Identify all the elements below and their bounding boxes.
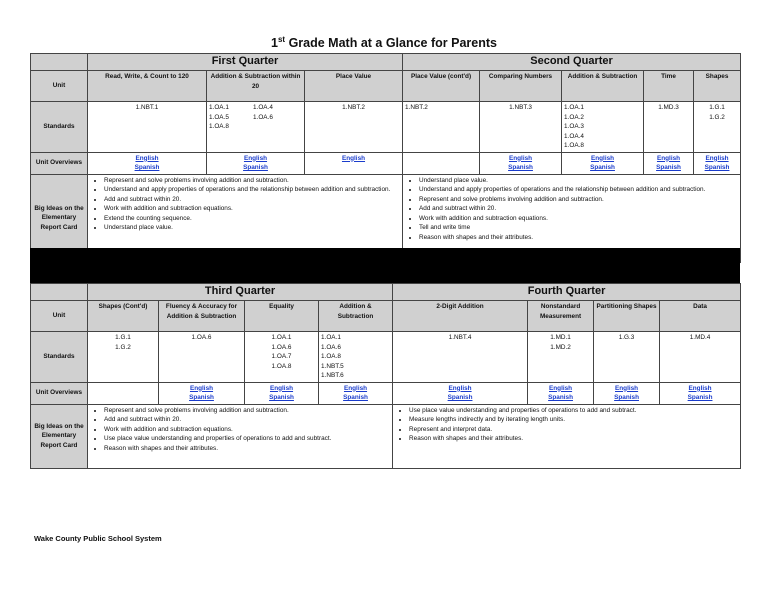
unit-header: Time <box>644 71 694 102</box>
standards-cell: 1.G.1 1.G.2 <box>694 102 741 153</box>
unit-overviews-label: Unit Overviews <box>31 382 88 404</box>
overview-cell <box>644 152 694 174</box>
spanish-link[interactable]: Spanish <box>189 394 214 401</box>
spanish-link[interactable]: Spanish <box>687 394 713 401</box>
page-title: 1st Grade Math at a Glance for Parents <box>271 35 497 51</box>
unit-overviews-label: Unit Overviews <box>31 152 88 174</box>
big-ideas-label: Big Ideas on the Elementary Report Card <box>31 174 88 262</box>
spanish-link[interactable]: Spanish <box>704 164 730 171</box>
english-link[interactable]: English <box>269 384 294 392</box>
overview-cell <box>207 152 305 174</box>
overview-cell <box>660 382 741 404</box>
spanish-link[interactable]: Spanish <box>656 164 681 171</box>
unit-label: Unit <box>31 71 88 102</box>
standards-cell: 1.MD.1 1.MD.2 <box>528 332 594 383</box>
big-idea-item: • Extend the counting sequence. <box>104 214 400 224</box>
overview-cell <box>403 152 480 174</box>
unit-header: Partitioning Shapes <box>594 301 660 332</box>
overview-cell <box>88 382 159 404</box>
big-idea-item: • Add and subtract within 20. <box>104 195 400 205</box>
standards-cell: 1.MD.3 <box>644 102 694 153</box>
english-link[interactable]: English <box>135 154 159 162</box>
big-idea-item: • Represent and interpret data. <box>409 425 738 435</box>
standards-cell: 1.NBT.4 <box>393 332 528 383</box>
big-idea-item: • Measure lengths indirectly and by iterating length units. <box>409 415 738 425</box>
spanish-link[interactable]: Spanish <box>343 394 368 401</box>
standards-cell: 1.G.1 1.G.2 <box>88 332 159 383</box>
unit-header: Addition & Subtraction <box>562 71 644 102</box>
black-divider-bar <box>30 248 740 283</box>
corner-cell <box>31 54 88 71</box>
third-fourth-quarter-table <box>30 283 741 469</box>
big-idea-item: • Add and subtract within 20. <box>104 415 390 425</box>
big-idea-item: • Understand and apply properties of operations and the relationship between addition and subtraction. <box>104 185 400 195</box>
big-idea-item: • Reason with shapes and their attributes. <box>104 444 390 454</box>
unit-header: Equality <box>245 301 319 332</box>
spanish-link[interactable]: Spanish <box>243 164 268 171</box>
english-link[interactable]: English <box>343 384 368 392</box>
english-link[interactable]: English <box>508 154 533 162</box>
unit-header: Addition & Subtraction within 20 <box>207 71 305 102</box>
english-link[interactable]: English <box>341 154 366 162</box>
big-idea-item: • Understand and apply properties of operations and the relationship between addition and subtraction. <box>419 185 738 195</box>
spanish-link[interactable]: Spanish <box>134 164 160 171</box>
first-quarter-heading: First Quarter <box>88 54 403 71</box>
standards-label: Standards <box>31 102 88 153</box>
unit-header: Shapes <box>694 71 741 102</box>
english-link[interactable]: English <box>189 384 214 392</box>
standards-cell: 1.NBT.3 <box>480 102 562 153</box>
standards-cell: 1.OA.6 <box>159 332 245 383</box>
big-ideas-cell <box>88 404 393 468</box>
corner-cell <box>31 284 88 301</box>
unit-header: Place Value <box>305 71 403 102</box>
english-link[interactable]: English <box>688 384 712 392</box>
fourth-quarter-heading: Fourth Quarter <box>393 284 741 301</box>
footer-organization: Wake County Public School System <box>34 534 162 543</box>
big-idea-item: • Use place value understanding and properties of operations to add and subtract. <box>104 434 390 444</box>
big-idea-item: • Use place value understanding and properties of operations to add and subtract. <box>409 406 738 416</box>
unit-header: Fluency & Accuracy for Addition & Subtraction <box>159 301 245 332</box>
unit-label: Unit <box>31 301 88 332</box>
unit-header: Nonstandard Measurement <box>528 301 594 332</box>
big-idea-item: • Represent and solve problems involving addition and subtraction. <box>104 406 390 416</box>
unit-header: Addition & Subtraction <box>319 301 393 332</box>
standards-cell: 1.G.3 <box>594 332 660 383</box>
unit-header: Read, Write, & Count to 120 <box>88 71 207 102</box>
first-second-quarter-table <box>30 53 741 263</box>
english-link[interactable]: English <box>615 384 639 392</box>
big-idea-item: • Reason with shapes and their attributes. <box>419 233 738 243</box>
overview-cell <box>88 152 207 174</box>
standards-label: Standards <box>31 332 88 383</box>
overview-cell <box>528 382 594 404</box>
overview-cell <box>159 382 245 404</box>
spanish-link[interactable]: Spanish <box>447 394 473 401</box>
big-idea-item: • Understand place value. <box>419 176 738 186</box>
standards-cell: 1.MD.4 <box>660 332 741 383</box>
big-idea-item: • Represent and solve problems involving addition and subtraction. <box>104 176 400 186</box>
spanish-link[interactable]: Spanish <box>269 394 294 401</box>
overview-cell <box>319 382 393 404</box>
overview-cell <box>480 152 562 174</box>
standards-cell: 1.OA.11.OA.2 1.OA.31.OA.4 1.OA.8 <box>562 102 644 153</box>
spanish-link[interactable]: Spanish <box>614 394 639 401</box>
english-link[interactable]: English <box>590 154 615 162</box>
big-idea-item: • Understand place value. <box>104 223 400 233</box>
unit-header: Data <box>660 301 741 332</box>
standards-cell: 1.NBT.2 <box>403 102 480 153</box>
unit-header: Comparing Numbers <box>480 71 562 102</box>
english-link[interactable]: English <box>448 384 472 392</box>
unit-header: Shapes (Cont'd) <box>88 301 159 332</box>
standards-cell: 1.OA.1 1.OA.4 1.OA.5 1.OA.6 1.OA.8 <box>207 102 305 153</box>
standards-cell: 1.OA.11.OA.6 1.OA.81.NBT.5 1.NBT.6 <box>319 332 393 383</box>
overview-cell <box>694 152 741 174</box>
standards-cell: 1.OA.1 1.OA.6 1.OA.7 1.OA.8 <box>245 332 319 383</box>
standards-cell: 1.NBT.2 <box>305 102 403 153</box>
unit-header: Place Value (cont'd) <box>403 71 480 102</box>
overview-cell <box>562 152 644 174</box>
english-link[interactable]: English <box>549 384 573 392</box>
big-idea-item: • Work with addition and subtraction equations. <box>104 204 400 214</box>
unit-header: 2-Digit Addition <box>393 301 528 332</box>
big-idea-item: • Work with addition and subtraction equations. <box>104 425 390 435</box>
big-idea-item: • Add and subtract within 20. <box>419 204 738 214</box>
second-quarter-heading: Second Quarter <box>403 54 741 71</box>
english-link[interactable]: English <box>243 154 268 162</box>
english-link[interactable]: English <box>705 154 729 162</box>
spanish-link[interactable]: Spanish <box>548 394 573 401</box>
overview-cell <box>245 382 319 404</box>
big-idea-item: • Reason with shapes and their attributes. <box>409 434 738 444</box>
overview-cell <box>305 152 403 174</box>
english-link[interactable]: English <box>656 154 681 162</box>
big-ideas-label: Big Ideas on the Elementary Report Card <box>31 404 88 468</box>
overview-cell <box>393 382 528 404</box>
third-quarter-heading: Third Quarter <box>88 284 393 301</box>
big-idea-item: • Tell and write time <box>419 223 738 233</box>
spanish-link[interactable]: Spanish <box>508 164 533 171</box>
overview-cell <box>594 382 660 404</box>
big-idea-item: • Work with addition and subtraction equations. <box>419 214 738 224</box>
standards-cell: 1.NBT.1 <box>88 102 207 153</box>
big-idea-item: • Represent and solve problems involving addition and subtraction. <box>419 195 738 205</box>
big-ideas-cell <box>393 404 741 468</box>
spanish-link[interactable]: Spanish <box>590 164 615 171</box>
